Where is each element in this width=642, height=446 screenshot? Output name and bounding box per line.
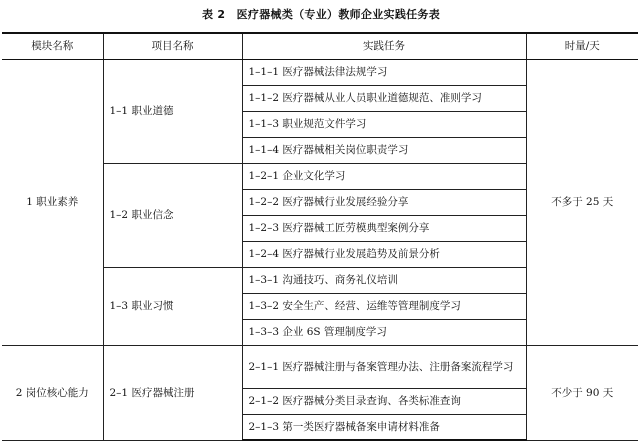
table-caption: 表 2 医疗器械类（专业）教师企业实践任务表	[201, 8, 441, 21]
task-cell: 1–2–4 医疗器械行业发展趋势及前景分析	[242, 241, 526, 267]
task-cell: 1–2–3 医疗器械工匠劳模典型案例分享	[242, 215, 526, 241]
project-name: 2–1 医疗器械注册	[103, 345, 242, 440]
header-time: 时量/天	[526, 33, 638, 59]
project-name: 1–2 职业信念	[103, 163, 242, 267]
project-name: 1–3 职业习惯	[103, 267, 242, 345]
task-cell: 2–1–2 医疗器械分类目录查询、各类标准查询	[242, 388, 526, 414]
task-cell: 1–3–2 安全生产、经营、运维等管理制度学习	[242, 293, 526, 319]
project-name: 1–1 职业道德	[103, 59, 242, 163]
task-cell: 2–1–1 医疗器械注册与备案管理办法、注册备案流程学习	[242, 345, 526, 388]
task-cell: 2–1–3 第一类医疗器械备案申请材料准备	[242, 414, 526, 440]
task-cell: 1–2–2 医疗器械行业发展经验分享	[242, 189, 526, 215]
task-cell: 1–2–1 企业文化学习	[242, 163, 526, 189]
task-cell: 1–1–1 医疗器械法律法规学习	[242, 59, 526, 85]
table-row	[2, 59, 638, 85]
header-task: 实践任务	[242, 33, 526, 59]
task-cell: 1–1–3 职业规范文件学习	[242, 111, 526, 137]
task-cell: 1–3–1 沟通技巧、商务礼仪培训	[242, 267, 526, 293]
header-project: 项目名称	[103, 33, 242, 59]
header-module: 模块名称	[2, 33, 103, 59]
module-name: 2 岗位核心能力	[2, 345, 103, 440]
time-cell: 不多于 25 天	[526, 59, 638, 345]
task-cell: 1–1–2 医疗器械从业人员职业道德规范、准则学习	[242, 85, 526, 111]
task-cell: 1–3–3 企业 6S 管理制度学习	[242, 319, 526, 345]
practice-task-table	[2, 32, 638, 441]
table-row	[2, 345, 638, 388]
task-cell: 1–1–4 医疗器械相关岗位职责学习	[242, 137, 526, 163]
header-row	[2, 33, 638, 59]
time-cell: 不少于 90 天	[526, 345, 638, 440]
module-name: 1 职业素养	[2, 59, 103, 345]
